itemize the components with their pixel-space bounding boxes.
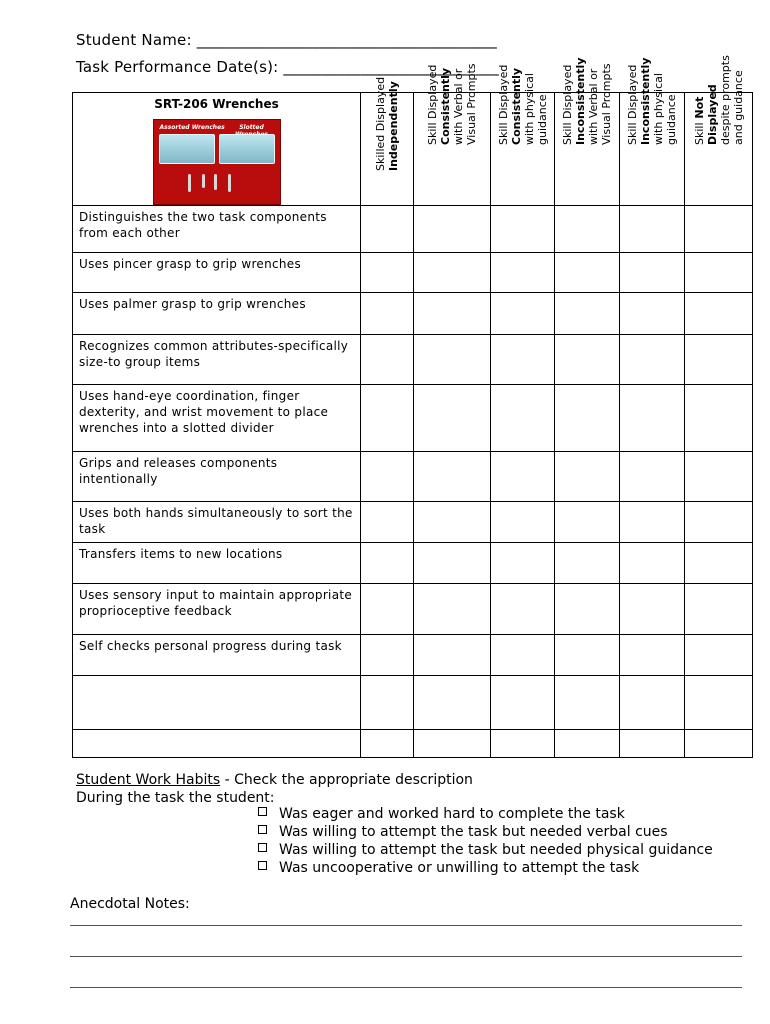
habit-option[interactable] bbox=[258, 824, 668, 840]
rating-cell[interactable] bbox=[685, 584, 753, 635]
rating-cell[interactable] bbox=[685, 502, 753, 543]
table-row bbox=[73, 335, 753, 385]
table-row bbox=[73, 293, 753, 335]
rating-cell[interactable] bbox=[685, 253, 753, 293]
rating-cell[interactable] bbox=[620, 676, 685, 730]
table-row bbox=[73, 502, 753, 543]
rating-cell[interactable] bbox=[491, 676, 555, 730]
rating-cell[interactable] bbox=[620, 293, 685, 335]
rating-cell[interactable] bbox=[414, 452, 491, 502]
rating-cell[interactable] bbox=[491, 452, 555, 502]
table-row bbox=[73, 543, 753, 584]
habit-option-label: Was willing to attempt the task but needed verbal cues bbox=[279, 824, 668, 840]
rating-cell[interactable] bbox=[491, 635, 555, 676]
task-description: Uses hand-eye coordination, finger dexterity, and wrist movement to place wrenches into a slotted divider bbox=[73, 385, 361, 452]
rating-cell[interactable] bbox=[685, 676, 753, 730]
checkbox-icon[interactable] bbox=[258, 807, 267, 816]
habit-option[interactable] bbox=[258, 842, 713, 858]
rating-cell[interactable] bbox=[620, 452, 685, 502]
rating-cell[interactable] bbox=[491, 335, 555, 385]
work-habits-section bbox=[76, 771, 473, 807]
task-description: Uses pincer grasp to grip wrenches bbox=[73, 253, 361, 293]
rating-cell[interactable] bbox=[361, 676, 414, 730]
rating-cell[interactable] bbox=[414, 502, 491, 543]
rating-cell[interactable] bbox=[620, 206, 685, 253]
notes-line[interactable] bbox=[70, 925, 742, 926]
rating-cell[interactable] bbox=[555, 502, 620, 543]
rating-cell[interactable] bbox=[361, 385, 414, 452]
work-habits-instruction: - Check the appropriate description bbox=[220, 772, 473, 788]
column-header: Skilled Displayed Independently bbox=[361, 93, 414, 206]
table-row bbox=[73, 635, 753, 676]
work-habits-intro: During the task the student: bbox=[76, 790, 275, 806]
habit-option[interactable] bbox=[258, 806, 625, 822]
table-row bbox=[73, 253, 753, 293]
task-title: SRT-206 Wrenches bbox=[154, 97, 279, 111]
rating-cell[interactable] bbox=[491, 584, 555, 635]
table-row bbox=[73, 584, 753, 635]
checkbox-icon[interactable] bbox=[258, 825, 267, 834]
rating-cell[interactable] bbox=[491, 502, 555, 543]
table-row bbox=[73, 385, 753, 452]
rating-cell[interactable] bbox=[620, 730, 685, 758]
wrenches-photo bbox=[153, 119, 281, 205]
rating-cell[interactable] bbox=[555, 676, 620, 730]
column-header: Skill Displayed Inconsistently with physical guidance bbox=[620, 93, 685, 206]
table-row bbox=[73, 206, 753, 253]
rating-cell[interactable] bbox=[361, 543, 414, 584]
rating-cell[interactable] bbox=[491, 206, 555, 253]
rating-cell[interactable] bbox=[685, 543, 753, 584]
task-description: Recognizes common attributes-specifically size-to group items bbox=[73, 335, 361, 385]
task-description: Uses palmer grasp to grip wrenches bbox=[73, 293, 361, 335]
task-description: Uses sensory input to maintain appropriate proprioceptive feedback bbox=[73, 584, 361, 635]
rating-cell[interactable] bbox=[414, 335, 491, 385]
rating-cell[interactable] bbox=[361, 730, 414, 758]
anecdotal-notes-label: Anecdotal Notes: bbox=[70, 896, 190, 912]
rating-cell[interactable] bbox=[555, 206, 620, 253]
checkbox-icon[interactable] bbox=[258, 843, 267, 852]
rating-cell[interactable] bbox=[555, 452, 620, 502]
work-habits-title: Student Work Habits bbox=[76, 772, 221, 788]
column-header: Skill Displayed Consistently with physical guidance bbox=[491, 93, 555, 206]
habit-option-label: Was willing to attempt the task but needed physical guidance bbox=[279, 842, 713, 858]
habit-option-label: Was uncooperative or unwilling to attempt the task bbox=[279, 860, 640, 876]
notes-line[interactable] bbox=[70, 956, 742, 957]
rating-cell[interactable] bbox=[620, 335, 685, 385]
rating-cell[interactable] bbox=[491, 730, 555, 758]
task-description: Transfers items to new locations bbox=[73, 543, 361, 584]
rating-cell[interactable] bbox=[555, 253, 620, 293]
rating-cell[interactable] bbox=[361, 635, 414, 676]
rating-cell[interactable] bbox=[685, 335, 753, 385]
rating-cell[interactable] bbox=[414, 293, 491, 335]
checkbox-icon[interactable] bbox=[258, 861, 267, 870]
table-row bbox=[73, 452, 753, 502]
rating-cell[interactable] bbox=[361, 335, 414, 385]
rating-cell[interactable] bbox=[414, 206, 491, 253]
rating-cell[interactable] bbox=[361, 253, 414, 293]
rating-cell[interactable] bbox=[361, 452, 414, 502]
rating-cell[interactable] bbox=[361, 584, 414, 635]
rating-cell[interactable] bbox=[414, 385, 491, 452]
task-title-cell bbox=[73, 93, 361, 206]
photo-label-left: Assorted Wrenches bbox=[159, 124, 225, 131]
rating-cell[interactable] bbox=[555, 635, 620, 676]
rating-cell[interactable] bbox=[361, 502, 414, 543]
rating-cell[interactable] bbox=[555, 385, 620, 452]
rating-cell[interactable] bbox=[491, 385, 555, 452]
rating-cell[interactable] bbox=[491, 293, 555, 335]
rating-cell[interactable] bbox=[685, 206, 753, 253]
rating-cell[interactable] bbox=[685, 385, 753, 452]
table-row bbox=[73, 730, 753, 758]
rating-cell[interactable] bbox=[491, 543, 555, 584]
rating-cell[interactable] bbox=[414, 676, 491, 730]
rating-cell[interactable] bbox=[620, 253, 685, 293]
rating-cell[interactable] bbox=[620, 635, 685, 676]
rating-cell[interactable] bbox=[555, 584, 620, 635]
student-name-field[interactable]: Student Name: _______________________________________ bbox=[76, 31, 497, 49]
rating-cell[interactable] bbox=[620, 502, 685, 543]
column-header: Skill Displayed Consistently with Verbal or Visual Prompts bbox=[414, 93, 491, 206]
column-header: Skill Not Displayed despite prompts and guidance bbox=[685, 93, 753, 206]
photo-label-right: Slotted bbox=[239, 124, 264, 131]
rating-cell[interactable] bbox=[555, 335, 620, 385]
rating-cell[interactable] bbox=[555, 543, 620, 584]
rating-cell[interactable] bbox=[361, 206, 414, 253]
rating-cell[interactable] bbox=[414, 635, 491, 676]
task-description bbox=[73, 730, 361, 758]
rating-cell[interactable] bbox=[555, 293, 620, 335]
rating-cell[interactable] bbox=[414, 253, 491, 293]
task-description: Self checks personal progress during task bbox=[73, 635, 361, 676]
task-description bbox=[73, 676, 361, 730]
rating-cell[interactable] bbox=[685, 635, 753, 676]
rating-cell[interactable] bbox=[491, 253, 555, 293]
notes-line[interactable] bbox=[70, 987, 742, 988]
column-header: Skill Displayed Inconsistently with Verbal or Visual Prompts bbox=[555, 93, 620, 206]
habit-option-label: Was eager and worked hard to complete the task bbox=[279, 806, 625, 822]
rating-cell[interactable] bbox=[414, 584, 491, 635]
task-description: Uses both hands simultaneously to sort the task bbox=[73, 502, 361, 543]
rating-cell[interactable] bbox=[414, 543, 491, 584]
rating-cell[interactable] bbox=[685, 730, 753, 758]
task-description: Grips and releases components intentionally bbox=[73, 452, 361, 502]
rating-cell[interactable] bbox=[685, 452, 753, 502]
task-dates-field[interactable]: Task Performance Date(s): ____________________________ bbox=[76, 58, 499, 76]
habit-option[interactable] bbox=[258, 860, 639, 876]
rating-cell[interactable] bbox=[555, 730, 620, 758]
rating-cell[interactable] bbox=[414, 730, 491, 758]
task-description: Distinguishes the two task components from each other bbox=[73, 206, 361, 253]
rating-cell[interactable] bbox=[685, 293, 753, 335]
rating-cell[interactable] bbox=[620, 584, 685, 635]
rating-cell[interactable] bbox=[620, 385, 685, 452]
rating-cell[interactable] bbox=[620, 543, 685, 584]
table-row bbox=[73, 676, 753, 730]
rating-cell[interactable] bbox=[361, 293, 414, 335]
